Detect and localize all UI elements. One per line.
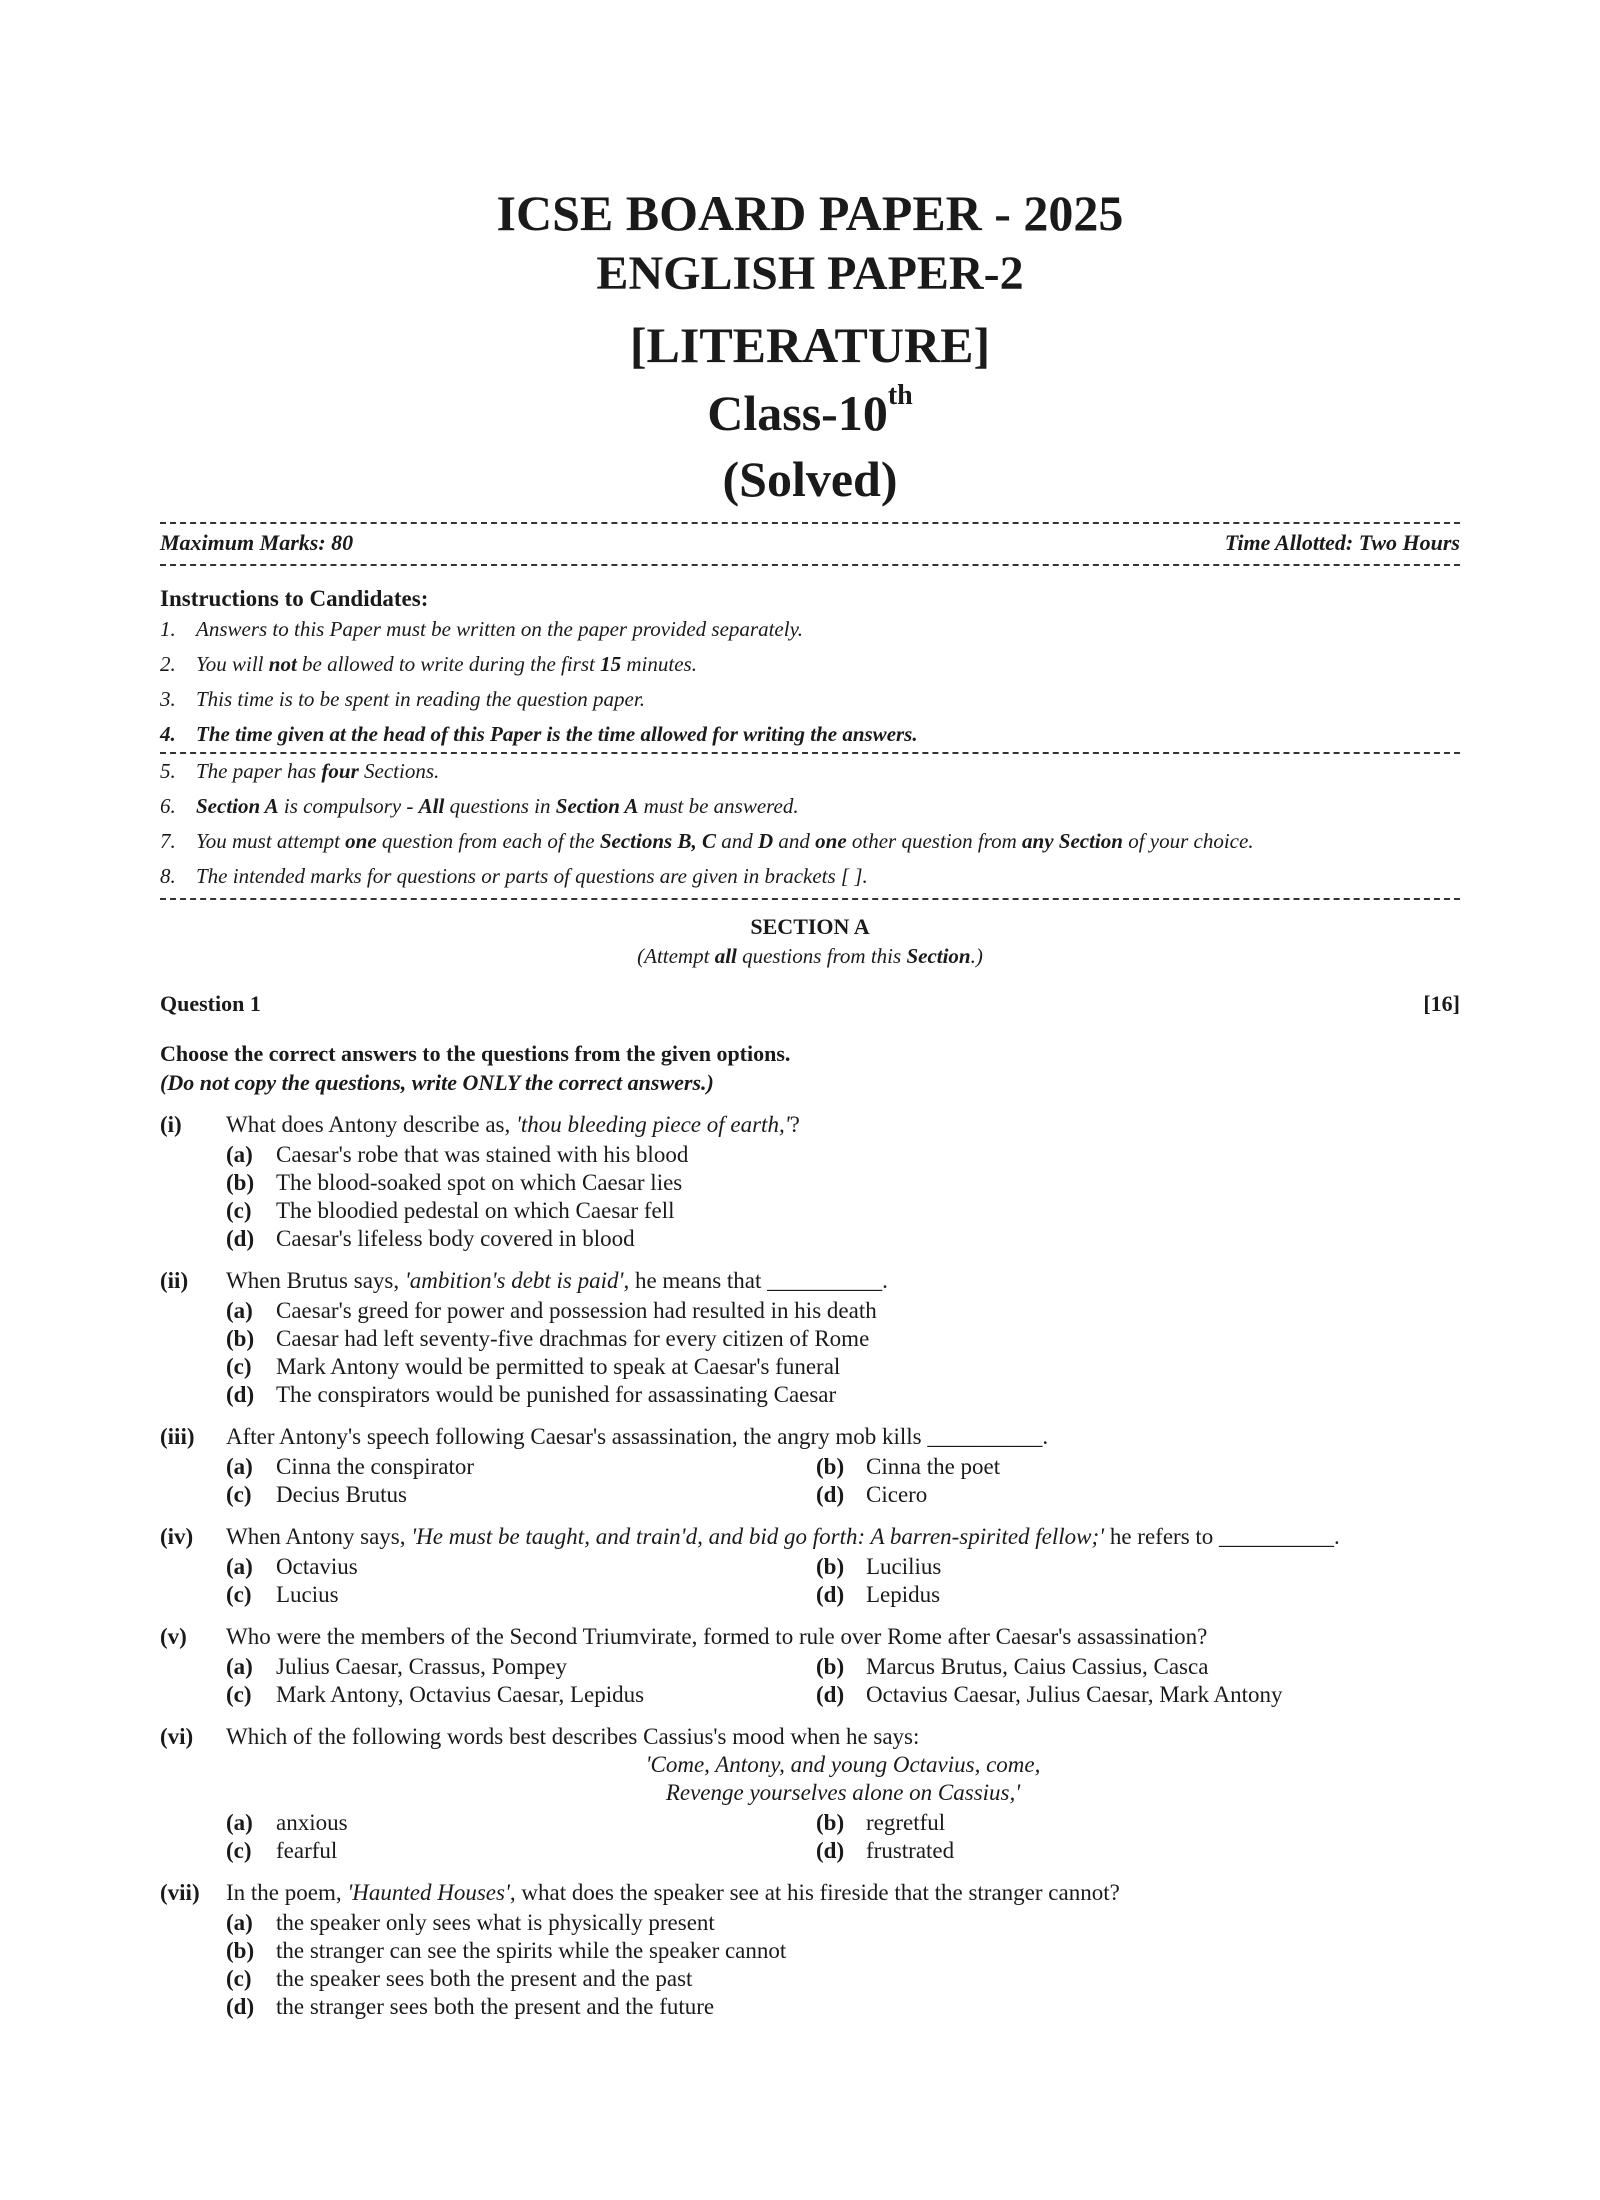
mcq-option: (a) the speaker only sees what is physically present (226, 1910, 715, 1935)
mcq-options (226, 1553, 1460, 1609)
instruction-text: The time given at the head of this Paper is the time allowed for writing the answers. (196, 722, 918, 746)
mcq-quote-line: 'Come, Antony, and young Octavius, come, (645, 1752, 1041, 1777)
mcq-stem: After Antony's speech following Caesar's assassination, the angry mob kills __________. (226, 1424, 1049, 1449)
mcq-option: (b) Caesar had left seventy-five drachmas for every citizen of Rome (226, 1326, 870, 1351)
mcq-option: (d) Caesar's lifeless body covered in blood (226, 1226, 635, 1251)
instruction-number: 7. (160, 829, 176, 853)
maximum-marks: Maximum Marks: 80 (160, 530, 354, 555)
mcq-option: (c) fearful (226, 1838, 338, 1863)
mcq-option: (d) Cicero (816, 1482, 928, 1507)
section-title: SECTION A (750, 914, 870, 939)
mcq-item (160, 1623, 1460, 1709)
instruction-number: 8. (160, 864, 176, 888)
mcq-item (160, 1523, 1460, 1609)
divider (160, 898, 1460, 900)
mcq-option: (c) Mark Antony would be permitted to speak at Caesar's funeral (226, 1354, 841, 1379)
mcq-options (226, 1653, 1460, 1709)
instruction-number: 5. (160, 759, 176, 783)
page-content (160, 185, 1460, 2021)
paper-solved-label: (Solved) (722, 451, 898, 507)
instruction-item (160, 789, 1460, 824)
mcq-option: (d) The conspirators would be punished for assassinating Caesar (226, 1382, 837, 1407)
mcq-quote-line: Revenge yourselves alone on Cassius,' (665, 1780, 1021, 1805)
paper-class (160, 380, 1460, 441)
instruction-item (160, 824, 1460, 859)
instruction-text: This time is to be spent in reading the question paper. (196, 687, 645, 711)
mcq-option: (c) Decius Brutus (226, 1482, 407, 1507)
class-text: Class-10 (707, 385, 888, 441)
paper-title: ICSE BOARD PAPER - 2025 (496, 185, 1124, 241)
divider (160, 564, 1460, 566)
instruction-item (160, 754, 1460, 789)
instruction-number: 4. (160, 722, 176, 746)
paper-subject: [LITERATURE] (629, 317, 991, 373)
instruction-text: You must attempt one question from each of the Sections B, C and D and one other question from any Section of your choice. (196, 829, 1254, 853)
mcq-option: (c) Mark Antony, Octavius Caesar, Lepidus (226, 1682, 645, 1707)
mcq-stem: When Antony says, 'He must be taught, and train'd, and bid go forth: A barren-spirited fellow;' he refers to __________. (226, 1524, 1340, 1549)
mcq-option: (d) the stranger sees both the present and the future (226, 1994, 715, 2019)
mcq-item (160, 1267, 1460, 1409)
mcq-item (160, 1423, 1460, 1509)
mcq-item (160, 1723, 1460, 1865)
mcq-stem: In the poem, 'Haunted Houses', what does the speaker see at his fireside that the stranger cannot? (226, 1880, 1120, 1905)
instruction-item (160, 647, 1460, 682)
instruction-item (160, 717, 1460, 752)
mcq-option: (a) Cinna the conspirator (226, 1454, 475, 1479)
mcq-option: (c) The bloodied pedestal on which Caesar fell (226, 1198, 675, 1223)
question-label: Question 1 (160, 991, 261, 1016)
mcq-option: (b) Lucilius (816, 1554, 942, 1579)
mcq-options (226, 1141, 1460, 1253)
marks-time-row (160, 524, 1460, 564)
mcq-option: (b) The blood-soaked spot on which Caesar lies (226, 1170, 683, 1195)
mcq-option: (b) regretful (816, 1810, 946, 1835)
question-marks: [16] (1423, 991, 1460, 1016)
time-allotted: Time Allotted: Two Hours (1224, 530, 1460, 555)
instruction-number: 2. (160, 652, 176, 676)
mcq-stem: What does Antony describe as, 'thou bleeding piece of earth,'? (226, 1112, 800, 1137)
instruction-number: 6. (160, 794, 176, 818)
section-subtitle: (Attempt all questions from this Section.) (637, 944, 983, 968)
mcq-options (226, 1809, 1460, 1865)
instruction-text: Answers to this Paper must be written on the paper provided separately. (196, 617, 804, 641)
mcq-number: (iv) (160, 1524, 194, 1549)
mcq-option: (a) Caesar's robe that was stained with his blood (226, 1142, 689, 1167)
paper-subtitle: ENGLISH PAPER-2 (596, 247, 1024, 300)
instruction-item (160, 682, 1460, 717)
instruction-number: 3. (160, 687, 176, 711)
mcq-option: (a) anxious (226, 1810, 348, 1835)
instruction-text: Section A is compulsory - All questions in Section A must be answered. (196, 794, 799, 818)
mcq-options (226, 1297, 1460, 1409)
direction-note: (Do not copy the questions, write ONLY the correct answers.) (160, 1070, 714, 1095)
mcq-option: (b) the stranger can see the spirits while the speaker cannot (226, 1938, 787, 1963)
mcq-item (160, 1879, 1460, 2021)
mcq-number: (ii) (160, 1268, 189, 1293)
mcq-options (226, 1453, 1460, 1509)
instruction-text: You will not be allowed to write during the first 15 minutes. (196, 652, 697, 676)
instruction-text: The paper has four Sections. (196, 759, 440, 783)
instruction-number: 1. (160, 617, 176, 641)
instruction-item (160, 612, 1460, 647)
mcq-stem: Which of the following words best describes Cassius's mood when he says: (226, 1724, 920, 1749)
mcq-option: (b) Marcus Brutus, Caius Cassius, Casca (816, 1654, 1209, 1679)
mcq-option: (b) Cinna the poet (816, 1454, 1001, 1479)
mcq-option: (d) frustrated (816, 1838, 955, 1863)
instructions-list (160, 612, 1460, 894)
instruction-item (160, 859, 1460, 894)
mcq-option: (d) Lepidus (816, 1582, 941, 1607)
instruction-text: The intended marks for questions or parts of questions are given in brackets [ ]. (196, 864, 868, 888)
mcq-number: (iii) (160, 1424, 195, 1449)
mcq-number: (i) (160, 1112, 182, 1137)
question-direction (160, 1039, 1460, 1097)
class-superscript: th (887, 380, 913, 411)
mcq-option: (a) Julius Caesar, Crassus, Pompey (226, 1654, 568, 1679)
question-header (160, 991, 1460, 1017)
mcq-options (226, 1909, 1460, 2021)
mcq-stem: When Brutus says, 'ambition's debt is paid', he means that __________. (226, 1268, 888, 1293)
mcq-number: (vii) (160, 1880, 200, 1905)
instructions-heading: Instructions to Candidates: (160, 586, 429, 611)
mcq-number: (vi) (160, 1724, 194, 1749)
mcq-number: (v) (160, 1624, 187, 1649)
mcq-option: (a) Caesar's greed for power and possession had resulted in his death (226, 1298, 877, 1323)
mcq-option: (c) the speaker sees both the present and the past (226, 1966, 693, 1991)
mcq-option: (a) Octavius (226, 1554, 358, 1579)
mcq-option: (c) Lucius (226, 1582, 339, 1607)
mcq-stem: Who were the members of the Second Triumvirate, formed to rule over Rome after Caesar's assassination? (226, 1624, 1208, 1649)
direction-text: Choose the correct answers to the questions from the given options. (160, 1041, 791, 1066)
mcq-option: (d) Octavius Caesar, Julius Caesar, Mark Antony (816, 1682, 1283, 1707)
mcq-item (160, 1111, 1460, 1253)
